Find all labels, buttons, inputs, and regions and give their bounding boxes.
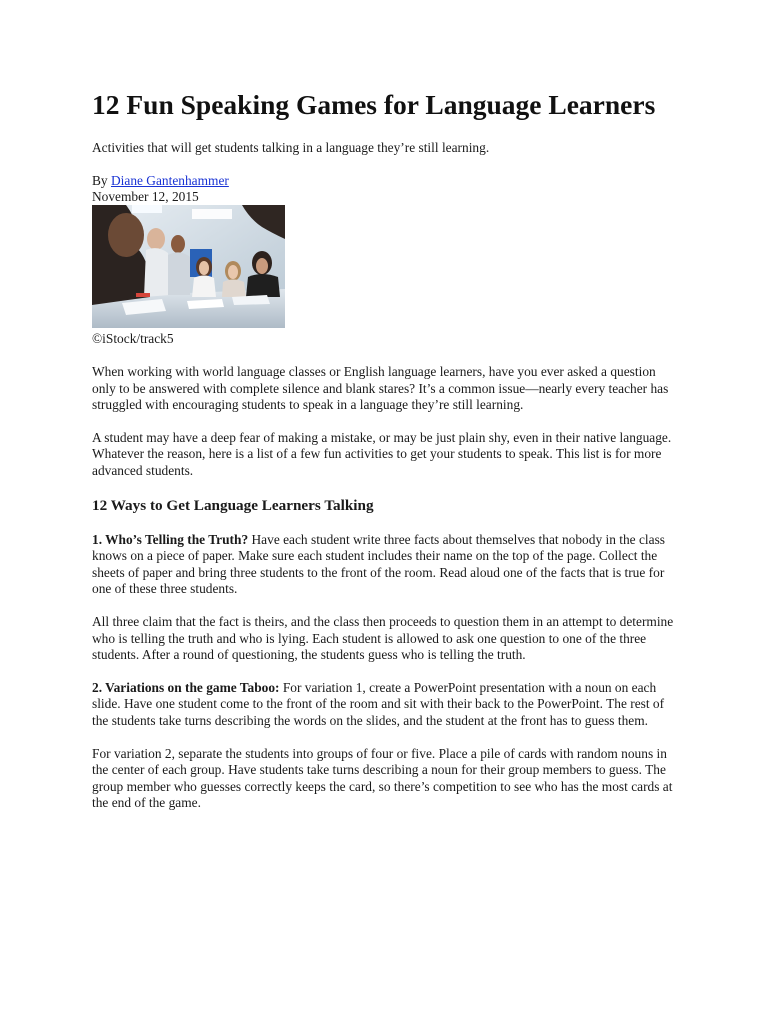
game-followup: For variation 2, separate the students into groups of four or five. Place a pile of cards with random nouns in the center of each group. Have students take turns describing a noun for their group members to guess. The group member who guesses correctly keeps the card, so there’s competition to see who has the most cards at the end of the game. [92, 745, 673, 811]
game-paragraph [92, 532, 682, 598]
article-photo [92, 205, 285, 328]
byline [92, 173, 682, 189]
game-followup: All three claim that the fact is theirs, and the class then proceeds to question them in an attempt to determine who is telling the truth and who is lying. Each student is allowed to ask one question to one of the three students. After a round of questioning, the students guess who is telling the truth. [92, 613, 674, 663]
author-link[interactable]: Diane Gantenhammer [110, 173, 229, 188]
publish-date: November 12, 2015 [92, 189, 199, 204]
article-title: 12 Fun Speaking Games for Language Learners [92, 89, 656, 120]
byline-prefix: By [92, 173, 111, 188]
game-paragraph [92, 680, 682, 730]
intro-paragraph: A student may have a deep fear of making a mistake, or may be just plain shy, even in their native language. Whatever the reason, here is a list of a few fun activities to get your students to speak. This list is for more advanced students. [92, 429, 672, 478]
game-text: For variation 1, create a PowerPoint presentation with a noun on each slide. Have one student come to the front of the room and sit with their back to the PowerPoint. The rest of the students take turns describing the words on the slides, and the student at the front has to guess them. [92, 679, 665, 728]
game-heading: 2. Variations on the game Taboo: [92, 679, 280, 695]
intro-paragraph: When working with world language classes or English language learners, have you ever asked a question only to be answered with complete silence and blank stares? It’s a common issue—nearly every teacher has struggled with encouraging students to speak in a language they’re still learning. [92, 364, 669, 413]
game-text: Have each student write three facts about themselves that nobody in the class knows on a piece of paper. Make sure each student includes their name on the top of the page. Collect the sheets of paper and bring three students to the front of the room. Read aloud one of the facts that is true for one of these three students. [92, 531, 665, 597]
game-heading: 1. Who’s Telling the Truth? [92, 531, 249, 547]
section-heading: 12 Ways to Get Language Learners Talking [92, 496, 374, 514]
article [92, 88, 682, 812]
article-subtitle: Activities that will get students talking in a language they’re still learning. [92, 140, 490, 155]
image-credit: ©iStock/track5 [92, 331, 174, 346]
